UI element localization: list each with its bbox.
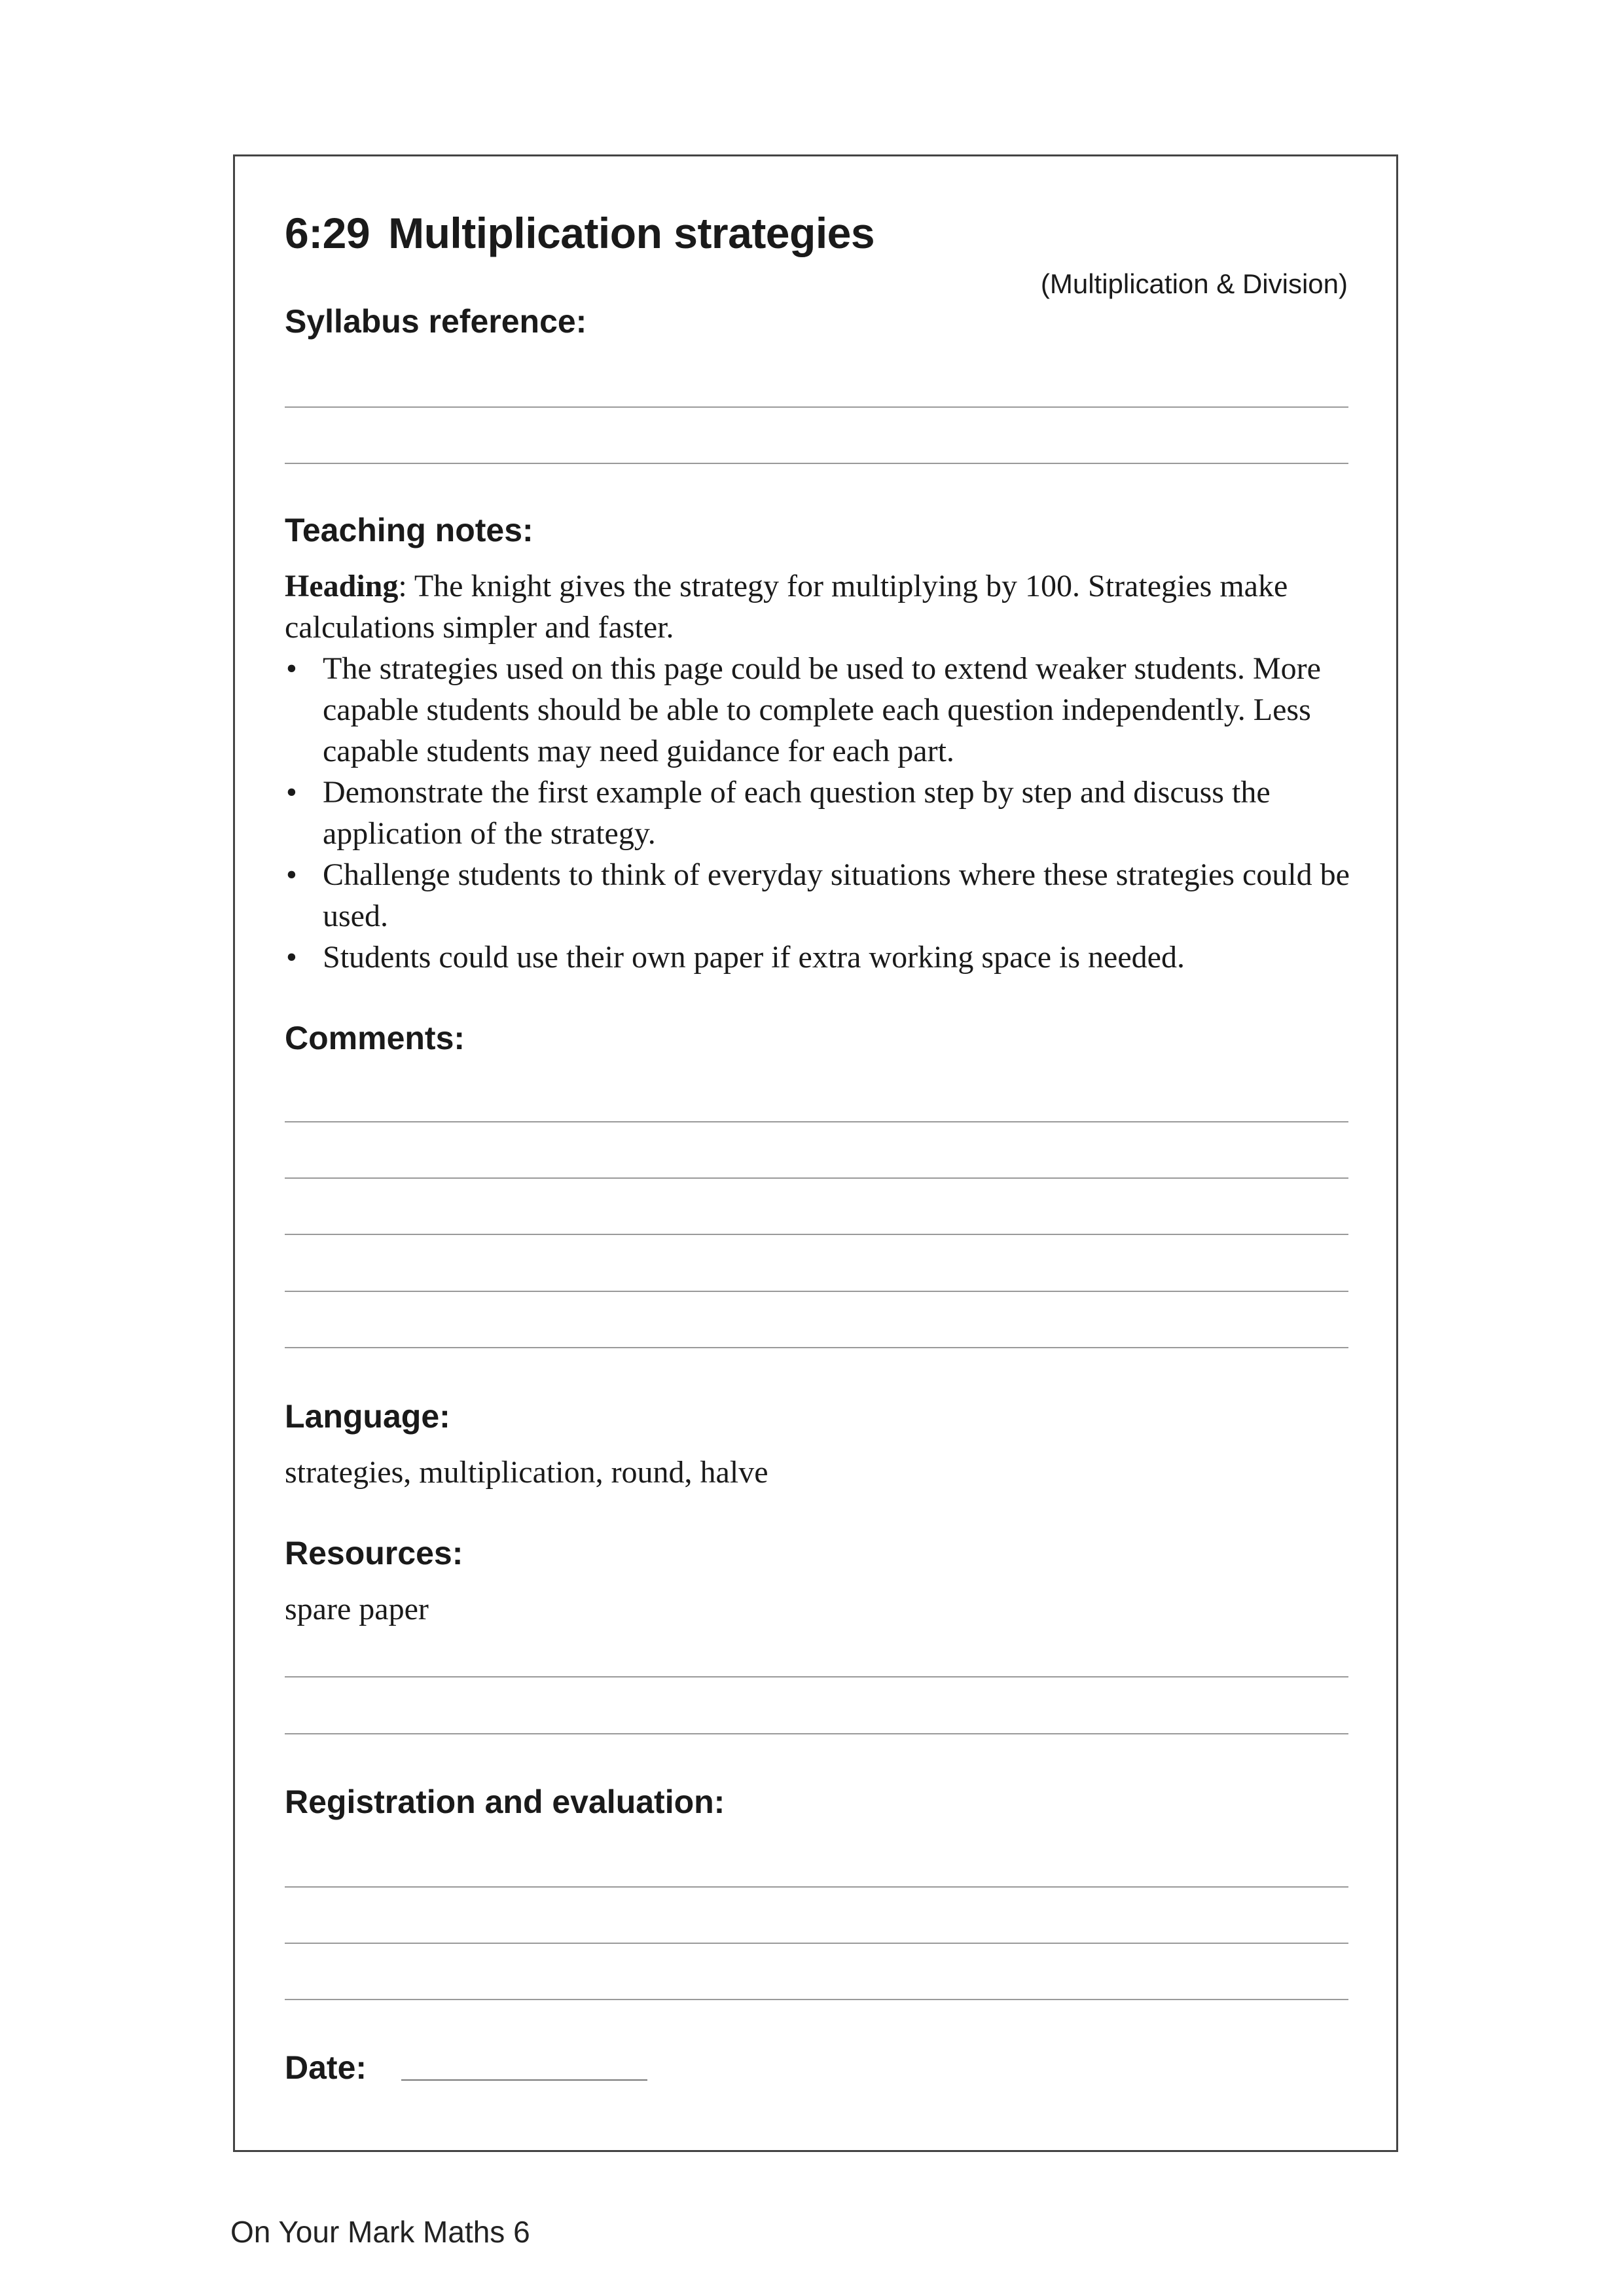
notes-bullet-list xyxy=(285,648,1358,978)
bullet-icon: • xyxy=(286,651,297,686)
language-text: strategies, multiplication, round, halve xyxy=(285,1455,768,1490)
date-heading: Date: xyxy=(285,2049,367,2086)
comments-heading: Comments: xyxy=(285,1020,465,1056)
bullet-icon: • xyxy=(286,940,297,975)
notes-intro xyxy=(285,565,1358,648)
bullet-text: The strategies used on this page could be used to extend weaker students. More capable students should be able to complete each question independently. Less capable students may need guidance for each part. xyxy=(323,651,1321,768)
registration-line-3[interactable] xyxy=(285,1999,1348,2000)
comments-line-4[interactable] xyxy=(285,1291,1348,1292)
bullet-icon: • xyxy=(286,775,297,810)
bullet-text: Students could use their own paper if extra working space is needed. xyxy=(323,940,1185,975)
comments-line-5[interactable] xyxy=(285,1347,1348,1348)
worksheet-frame xyxy=(233,154,1398,2152)
bullet-text: Demonstrate the first example of each question step by step and discuss the application of the strategy. xyxy=(323,775,1271,851)
notes-intro-label: Heading xyxy=(285,569,399,603)
syllabus-line-1[interactable] xyxy=(285,406,1348,408)
syllabus-line-2[interactable] xyxy=(285,463,1348,464)
comments-line-3[interactable] xyxy=(285,1234,1348,1235)
list-item xyxy=(285,937,1358,978)
comments-line-2[interactable] xyxy=(285,1177,1348,1179)
language-heading: Language: xyxy=(285,1398,450,1435)
teaching-notes-heading: Teaching notes: xyxy=(285,512,533,548)
resources-heading: Resources: xyxy=(285,1535,463,1571)
lesson-title: Multiplication strategies xyxy=(388,209,875,257)
page-footer: On Your Mark Maths 6 xyxy=(230,2215,530,2249)
date-field-line[interactable] xyxy=(401,2079,647,2081)
lesson-number: 6:29 xyxy=(285,209,370,257)
list-item xyxy=(285,648,1358,772)
resources-line-1[interactable] xyxy=(285,1676,1348,1677)
subject-label: (Multiplication & Division) xyxy=(1040,268,1348,299)
resources-line-2[interactable] xyxy=(285,1733,1348,1734)
bullet-icon: • xyxy=(286,857,297,892)
notes-intro-text: : The knight gives the strategy for multiplying by 100. Strategies make calculations simpler and faster. xyxy=(285,569,1288,645)
syllabus-heading: Syllabus reference: xyxy=(285,303,587,340)
registration-line-2[interactable] xyxy=(285,1943,1348,1944)
bullet-text: Challenge students to think of everyday situations where these strategies could be used. xyxy=(323,857,1350,933)
comments-line-1[interactable] xyxy=(285,1121,1348,1122)
list-item xyxy=(285,772,1358,854)
page-title xyxy=(285,208,875,258)
resources-text: spare paper xyxy=(285,1592,429,1626)
registration-line-1[interactable] xyxy=(285,1886,1348,1888)
list-item xyxy=(285,854,1358,937)
registration-heading: Registration and evaluation: xyxy=(285,1784,725,1820)
teaching-notes xyxy=(285,565,1358,978)
